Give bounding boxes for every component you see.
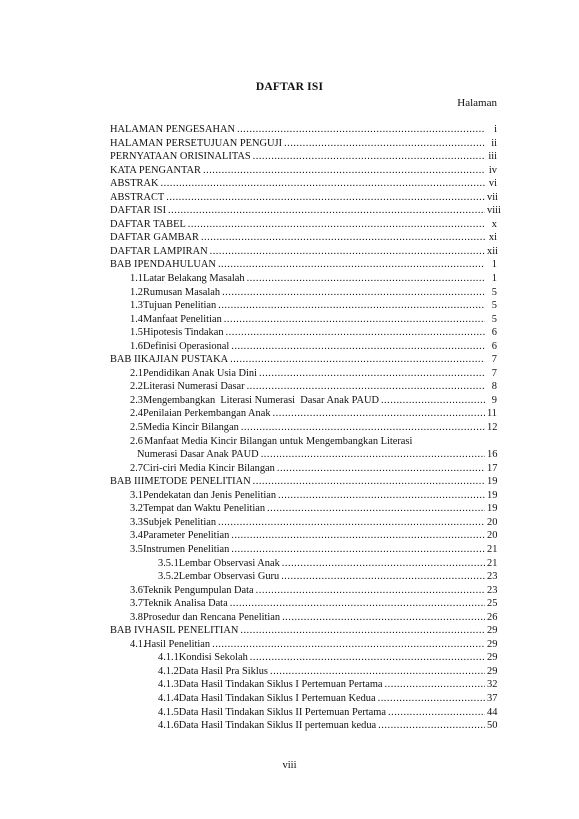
toc-entry	[110, 462, 497, 476]
toc-leader-dots	[201, 231, 485, 245]
toc-entry-page: 1	[491, 273, 497, 285]
toc-leader-dots	[259, 367, 485, 381]
toc-entry	[110, 584, 497, 598]
toc-entry-page: 21	[487, 543, 498, 555]
toc-entry-page: xii	[487, 245, 498, 257]
toc-leader-dots	[277, 462, 485, 476]
toc-leader-dots	[168, 204, 485, 218]
toc-entry-label: PERNYATAAN ORISINALITAS	[110, 151, 251, 163]
toc-entry-label: Data Hasil Pra Siklus	[178, 665, 268, 677]
toc-entry	[110, 570, 497, 584]
toc-entry-label: ABSTRAK	[110, 178, 159, 190]
toc-entry-number: 4.1.3	[158, 679, 179, 691]
toc-entry	[110, 448, 497, 462]
toc-leader-dots	[218, 516, 485, 530]
toc-entry	[110, 367, 497, 381]
toc-leader-dots	[278, 489, 485, 503]
toc-entry	[110, 516, 497, 530]
toc-entry-label: METODE PENELITIAN	[144, 476, 251, 488]
toc-entry	[110, 191, 497, 205]
toc-entry-label: Pendekatan dan Jenis Penelitian	[143, 489, 277, 501]
toc-leader-dots	[241, 421, 485, 435]
toc-entry-number: 1.3	[130, 300, 143, 312]
toc-entry	[110, 529, 497, 543]
toc-entry-page: 8	[491, 381, 497, 393]
toc-entry-label: Prosedur dan Rencana Penelitian	[143, 611, 281, 623]
toc-entry	[110, 286, 497, 300]
toc-entry-page: 26	[487, 611, 498, 623]
toc-entry	[110, 218, 497, 232]
toc-entry-number: 4.1.5	[158, 706, 179, 718]
toc-entry	[110, 245, 497, 259]
toc-entry-page: viii	[487, 205, 501, 217]
toc-entry-number: 3.7	[130, 598, 143, 610]
toc-entry-number: 2.6	[130, 435, 143, 447]
toc-leader-dots	[231, 529, 485, 543]
toc-entry-page: 23	[487, 584, 498, 596]
toc-entry-label: DAFTAR ISI	[110, 205, 167, 217]
toc-leader-dots	[282, 557, 485, 571]
toc-entry	[110, 651, 497, 665]
toc-entry	[110, 407, 497, 421]
toc-entry	[110, 435, 497, 449]
toc-entry	[110, 340, 497, 354]
toc-entry	[110, 150, 497, 164]
toc-entry-page: x	[491, 218, 497, 230]
toc-entry-number: 2.7	[130, 462, 143, 474]
toc-entry-number: 3.5.1	[158, 557, 179, 569]
toc-entry	[110, 502, 497, 516]
toc-entry-label: HALAMAN PENGESAHAN	[110, 124, 235, 135]
toc-entry-label: Data Hasil Tindakan Siklus I Pertemuan Kedua	[178, 692, 376, 704]
toc-leader-dots	[231, 543, 485, 557]
toc-entry-page: 1	[491, 259, 497, 271]
toc-leader-dots	[378, 719, 485, 733]
toc-entry-label: Data Hasil Tindakan Siklus II pertemuan kedua	[178, 720, 377, 732]
toc-entry	[110, 231, 497, 245]
toc-entry-page: 19	[487, 503, 498, 515]
toc-entry	[110, 299, 497, 313]
toc-entry-number: 3.2	[130, 503, 143, 515]
toc-entry-page: 29	[487, 638, 498, 650]
toc-leader-dots	[161, 177, 486, 191]
toc-entry-number: 1.4	[130, 313, 143, 325]
toc-entry-number: 2.5	[130, 422, 143, 434]
toc-entry-number: 1.1	[130, 273, 143, 285]
toc-entry	[110, 638, 497, 652]
toc-leader-dots	[250, 651, 485, 665]
toc-entry-label: PENDAHULUAN	[137, 259, 216, 271]
toc-entry	[110, 557, 497, 571]
toc-leader-dots	[212, 638, 485, 652]
toc-leader-dots	[240, 624, 485, 638]
toc-entry-page: iv	[488, 164, 497, 176]
toc-entry-label: KAJIAN PUSTAKA	[140, 354, 229, 366]
toc-entry-page: 5	[491, 300, 497, 312]
toc-entry-label: HALAMAN PERSETUJUAN PENGUJI	[110, 137, 283, 149]
toc-entry-label: Pendidikan Anak Usia Dini	[143, 367, 257, 379]
toc-leader-dots	[253, 150, 485, 164]
toc-entry-label: ABSTRACT	[110, 191, 165, 203]
toc-entry-page: 20	[487, 516, 498, 528]
toc-entry-page: vii	[487, 191, 498, 203]
toc-leader-dots	[230, 597, 485, 611]
toc-entry-label: Parameter Penelitian	[143, 530, 230, 542]
toc-leader-dots	[273, 407, 485, 421]
toc-entry-label: Definisi Operasional	[143, 340, 230, 352]
toc-entry-page: 25	[487, 598, 498, 610]
toc-entry-page: 21	[487, 557, 498, 569]
toc-entry	[110, 123, 497, 137]
toc-entry-page: 29	[487, 625, 498, 637]
toc-entry-number: BAB II	[110, 354, 141, 366]
toc-entry-label: Teknik Pengumpulan Data	[143, 584, 254, 596]
toc-entry-label: Ciri-ciri Media Kincir Bilangan	[143, 462, 275, 474]
toc-entry-number: 4.1.1	[158, 652, 179, 664]
toc-leader-dots	[270, 665, 485, 679]
toc-entry	[110, 719, 497, 733]
toc-entry-number: BAB IV	[110, 625, 145, 637]
toc-entry	[110, 313, 497, 327]
toc-entry	[110, 692, 497, 706]
toc-entry	[110, 177, 497, 191]
toc-entry-page: 7	[491, 354, 497, 366]
toc-entry-number: 4.1.4	[158, 692, 179, 704]
toc-leader-dots	[231, 340, 485, 354]
toc-entry-page: vi	[488, 178, 497, 190]
toc-entry-label: Instrumen Penelitian	[143, 543, 230, 555]
toc-entry-number: 2.4	[130, 408, 143, 420]
toc-entry-page: 9	[491, 394, 497, 406]
toc-entry-number: 4.1.6	[158, 720, 179, 732]
toc-leader-dots	[281, 570, 485, 584]
toc-entry-label: Media Kincir Bilangan	[143, 422, 239, 434]
toc-entry-page: 6	[491, 340, 497, 352]
toc-entry-label: Hipotesis Tindakan	[143, 327, 224, 339]
page-number: viii	[282, 760, 297, 771]
toc-entry	[110, 353, 497, 367]
toc-entry-number: BAB I	[110, 259, 138, 271]
toc-leader-dots	[284, 137, 485, 151]
toc-entry	[110, 272, 497, 286]
toc-entry-number: 1.6	[130, 340, 143, 352]
toc-entry-page: 16	[487, 449, 498, 461]
toc-leader-dots	[253, 475, 485, 489]
toc-entry-page: 19	[487, 489, 498, 501]
toc-leader-dots	[261, 448, 485, 462]
toc-entry-number: 3.1	[130, 489, 143, 501]
toc-entry-number: 3.5.2	[158, 571, 179, 583]
toc-entry-label: Manfaat Media Kincir Bilangan untuk Mengembangkan Literasi	[144, 435, 413, 447]
toc-entry-label: KATA PENGANTAR	[110, 164, 201, 176]
toc-leader-dots	[222, 286, 485, 300]
toc-entry-number: 4.1.	[130, 638, 146, 650]
toc-leader-dots	[237, 123, 485, 137]
toc-entry-label: Data Hasil Tindakan Siklus II Pertemuan Pertama	[178, 706, 386, 718]
toc-entry-page: 44	[487, 706, 498, 718]
toc-entry-label: Numerasi Dasar Anak PAUD	[137, 449, 259, 461]
toc-entry	[110, 394, 497, 408]
toc-entry-number: 2.3	[130, 394, 143, 406]
toc-entry	[110, 421, 497, 435]
toc-entry-page: 11	[487, 408, 498, 420]
toc-entry-label: Subjek Penelitian	[143, 516, 217, 528]
toc-entry-page: i	[494, 124, 497, 135]
toc-entry-label: Teknik Analisa Data	[143, 598, 228, 610]
toc-entry-page: 29	[487, 665, 498, 677]
toc-entry-page: 37	[487, 692, 498, 704]
toc-leader-dots	[188, 218, 485, 232]
toc-leader-dots	[166, 191, 485, 205]
toc-entry-label: Kondisi Sekolah	[178, 652, 248, 664]
toc-entry-number: 4.1.2	[158, 665, 179, 677]
toc-entry	[110, 137, 497, 151]
toc-entry-label: Penilaian Perkembangan Anak	[143, 408, 271, 420]
toc-entry-page: 5	[491, 313, 497, 325]
toc-entry-page: 20	[487, 530, 498, 542]
toc-entry-label: Literasi Numerasi Dasar	[143, 381, 245, 393]
toc-entry-page: xi	[488, 232, 497, 244]
toc-entry-label: Tujuan Penelitian	[143, 300, 217, 312]
toc-entry-page: 32	[487, 679, 498, 691]
toc-entry	[110, 543, 497, 557]
toc-entry	[110, 597, 497, 611]
toc-entry-number: BAB III	[110, 476, 145, 488]
toc-entry-label: Rumusan Masalah	[143, 286, 221, 298]
toc-entry-label: DAFTAR GAMBAR	[110, 232, 199, 244]
toc-entry-page: 19	[487, 476, 498, 488]
toc-leader-dots	[203, 164, 485, 178]
toc-entry	[110, 475, 497, 489]
toc-entry-page: 12	[487, 422, 498, 434]
toc-entry-number: 3.5	[130, 543, 143, 555]
toc-entry-label: DAFTAR TABEL	[110, 218, 186, 230]
toc-leader-dots	[226, 326, 485, 340]
toc-leader-dots	[247, 380, 485, 394]
toc-entry	[110, 380, 497, 394]
toc-entry-page: 50	[487, 720, 498, 732]
toc-leader-dots	[381, 394, 485, 408]
toc-entry-page: 17	[487, 462, 498, 474]
toc-entry-number: 2.1	[130, 367, 143, 379]
toc-entry	[110, 204, 501, 218]
toc-entry-page: 29	[487, 652, 498, 664]
toc-entry-number: 3.6	[130, 584, 143, 596]
toc-entry-number: 3.4	[130, 530, 143, 542]
toc-leader-dots	[247, 272, 485, 286]
toc-entry-label: DAFTAR LAMPIRAN	[110, 245, 208, 257]
toc-entry	[110, 678, 497, 692]
toc-entry-label: Latar Belakang Masalah	[143, 273, 245, 285]
toc-leader-dots	[218, 299, 485, 313]
toc-entry-page: 6	[491, 327, 497, 339]
toc-entry-page: 7	[491, 367, 497, 379]
toc-entry-label: Manfaat Penelitian	[143, 313, 222, 325]
toc-leader-dots	[230, 353, 485, 367]
toc-entry-number: 1.2	[130, 286, 143, 298]
toc-leader-dots	[378, 692, 485, 706]
toc-entry	[110, 624, 497, 638]
toc-leader-dots	[388, 706, 485, 720]
toc-entry-page: ii	[491, 137, 497, 149]
toc-entry	[110, 665, 497, 679]
toc-entry-label: Tempat dan Waktu Penelitian	[143, 503, 266, 515]
toc-entry	[110, 611, 497, 625]
toc-entry-label: HASIL PENELITIAN	[144, 625, 239, 637]
toc-entry-number: 3.8	[130, 611, 143, 623]
toc-entry	[110, 164, 497, 178]
toc-entry	[110, 326, 497, 340]
page-title: DAFTAR ISI	[255, 81, 324, 93]
toc-entry-number: 1.5	[130, 327, 143, 339]
toc-leader-dots	[218, 258, 485, 272]
toc-entry	[110, 258, 497, 272]
table-of-contents	[110, 123, 501, 733]
toc-entry-number: 2.2	[130, 381, 143, 393]
toc-entry-label: Hasil Penelitian	[144, 638, 211, 650]
toc-entry-page: 5	[491, 286, 497, 298]
toc-entry-page: iii	[488, 151, 497, 163]
toc-entry-label: Lembar Observasi Anak	[178, 557, 280, 569]
toc-leader-dots	[210, 245, 485, 259]
toc-entry-number: 3.3	[130, 516, 143, 528]
toc-leader-dots	[224, 313, 485, 327]
toc-leader-dots	[267, 502, 485, 516]
toc-entry	[110, 706, 497, 720]
toc-entry-page: 23	[487, 571, 498, 583]
toc-leader-dots	[282, 611, 485, 625]
toc-entry-label: Data Hasil Tindakan Siklus I Pertemuan Pertama	[178, 679, 383, 691]
toc-entry-label: Mengembangkan Literasi Numerasi Dasar Anak PAUD	[143, 394, 379, 406]
toc-leader-dots	[385, 678, 485, 692]
page-column-header: Halaman	[457, 97, 497, 109]
toc-entry-label: Lembar Observasi Guru	[178, 571, 280, 583]
toc-leader-dots	[256, 584, 485, 598]
toc-entry	[110, 489, 497, 503]
